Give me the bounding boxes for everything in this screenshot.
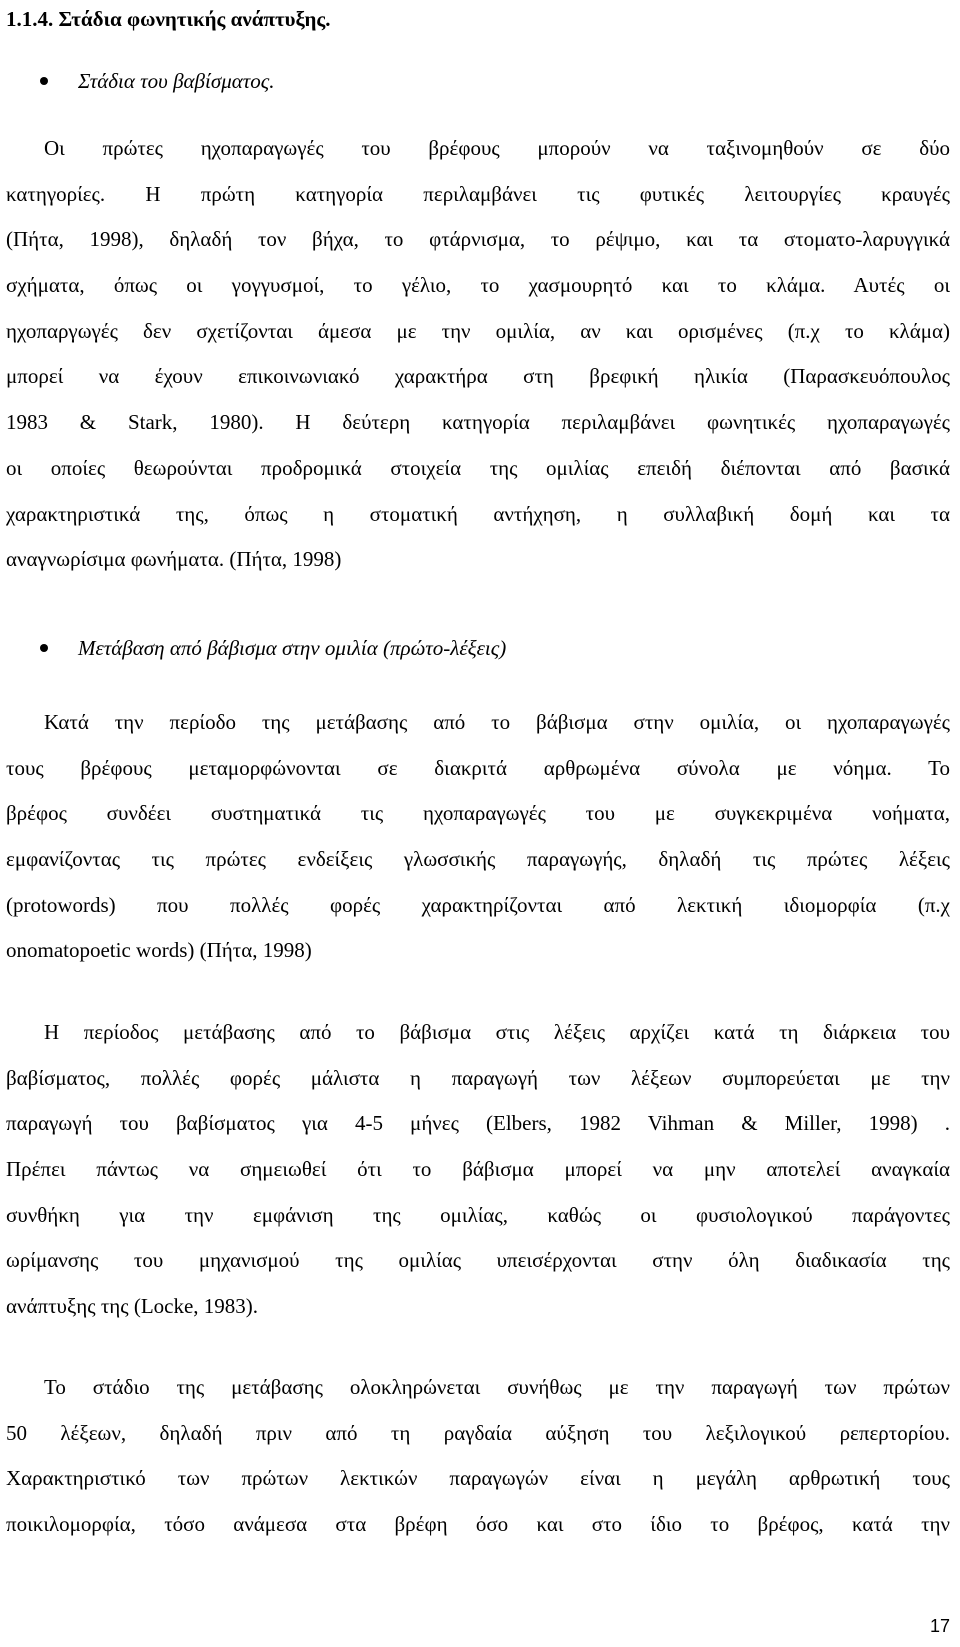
paragraph-line: Οι πρώτες ηχοπαραγωγές του βρέφους μπορούν να ταξινομηθούν σε δύο (44, 136, 950, 160)
paragraph-4 (6, 1365, 950, 1548)
paragraph-line: οι οποίες θεωρούνται προδρομικά στοιχεία της ομιλίας επειδή διέπονται από βασικά (6, 455, 950, 480)
paragraph-line: ωρίμανσης του μηχανισμού της ομιλίας υπεισέρχονται στην όλη διαδικασία της (6, 1248, 950, 1273)
paragraph-line: (protowords) που πολλές φορές χαρακτηρίζονται από λεκτική ιδιομορφία (π.χ (6, 892, 950, 917)
paragraph-line: Πρέπει πάντως να σημειωθεί ότι το βάβισμα μπορεί να μην αποτελεί αναγκαία (6, 1157, 950, 1182)
paragraph-line: βρέφος συνδέει συστηματικά τις ηχοπαραγωγές του με συγκεκριμένα νοήματα, (6, 801, 950, 826)
paragraph-line: Κατά την περίοδο της μετάβασης από το βάβισμα στην ομιλία, οι ηχοπαραγωγές (44, 710, 950, 734)
bullet-text: Μετάβαση από βάβισμα στην ομιλία (πρώτο-λέξεις) (78, 636, 507, 660)
page-number: 17 (929, 1616, 950, 1636)
paragraph-line: αναγνωρίσιμα φωνήματα. (Πήτα, 1998) (6, 547, 342, 572)
paragraph-line: παραγωγή του βαβίσματος για 4-5 μήνες (Elbers, 1982 Vihman & Miller, 1998) . (6, 1111, 950, 1136)
paragraph-line: βαβίσματος, πολλές φορές μάλιστα η παραγωγή των λέξεων συμπορεύεται με την (6, 1065, 950, 1090)
paragraph-line: συνθήκη για την εμφάνιση της ομιλίας, καθώς οι φυσιολογικού παράγοντες (6, 1202, 950, 1227)
paragraph-line: ανάπτυξης της (Locke, 1983). (6, 1294, 259, 1319)
paragraph-line: εμφανίζοντας τις πρώτες ενδείξεις γλωσσικής παραγωγής, δηλαδή τις πρώτες λέξεις (6, 847, 950, 872)
paragraph-line: Το στάδιο της μετάβασης ολοκληρώνεται συνήθως με την παραγωγή των πρώτων (44, 1375, 950, 1399)
paragraph-line: 1983 & Stark, 1980). Η δεύτερη κατηγορία περιλαμβάνει φωνητικές ηχοπαραγωγές (6, 410, 950, 435)
paragraph-1 (6, 126, 950, 583)
bullet-dot-icon (40, 644, 48, 652)
paragraph-line: 50 λέξεων, δηλαδή πριν από τη ραγδαία αύξηση του λεξιλογικού ρεπερτορίου. (6, 1420, 950, 1445)
paragraph-line: σχήματα, όπως οι γογγυσμοί, το γέλιο, το χασμουρητό και το κλάμα. Αυτές οι (6, 273, 950, 298)
paragraph-line: Η περίοδος μετάβασης από το βάβισμα στις λέξεις αρχίζει κατά τη διάρκεια του (44, 1020, 950, 1044)
paragraph-2 (6, 700, 950, 974)
paragraph-line: onomatopoetic words) (Πήτα, 1998) (6, 938, 312, 963)
paragraph-line: κατηγορίες. Η πρώτη κατηγορία περιλαμβάνει τις φυτικές λειτουργίες κραυγές (6, 181, 950, 206)
paragraph-line: τους βρέφους μεταμορφώνονται σε διακριτά αρθρωμένα σύνολα με νόημα. Το (6, 755, 950, 780)
paragraph-line: ποικιλομορφία, τόσο ανάμεσα στα βρέφη όσο και στο ίδιο το βρέφος, κατά την (6, 1512, 950, 1537)
bullet-item-babbling-stages (40, 66, 275, 96)
bullet-dot-icon (40, 77, 48, 85)
section-heading: 1.1.4. Στάδια φωνητικής ανάπτυξης. (6, 7, 331, 31)
paragraph-3 (6, 1010, 950, 1330)
paragraph-line: Χαρακτηριστικό των πρώτων λεκτικών παραγωγών είναι η μεγάλη αρθρωτική τους (6, 1466, 950, 1491)
paragraph-line: (Πήτα, 1998), δηλαδή τον βήχα, το φτάρνισμα, το ρέψιμο, και τα στοματο-λαρυγγικά (6, 227, 950, 252)
bullet-item-transition (40, 633, 506, 663)
paragraph-line: χαρακτηριστικά της, όπως η στοματική αντήχηση, η συλλαβική δομή και τα (6, 501, 950, 526)
paragraph-line: μπορεί να έχουν επικοινωνιακό χαρακτήρα στη βρεφική ηλικία (Παρασκευόπουλος (6, 364, 950, 389)
paragraph-line: ηχοπαργωγές δεν σχετίζονται άμεσα με την ομιλία, αν και ορισμένες (π.χ το κλάμα) (6, 318, 950, 343)
bullet-text: Στάδια του βαβίσματος. (78, 69, 275, 93)
